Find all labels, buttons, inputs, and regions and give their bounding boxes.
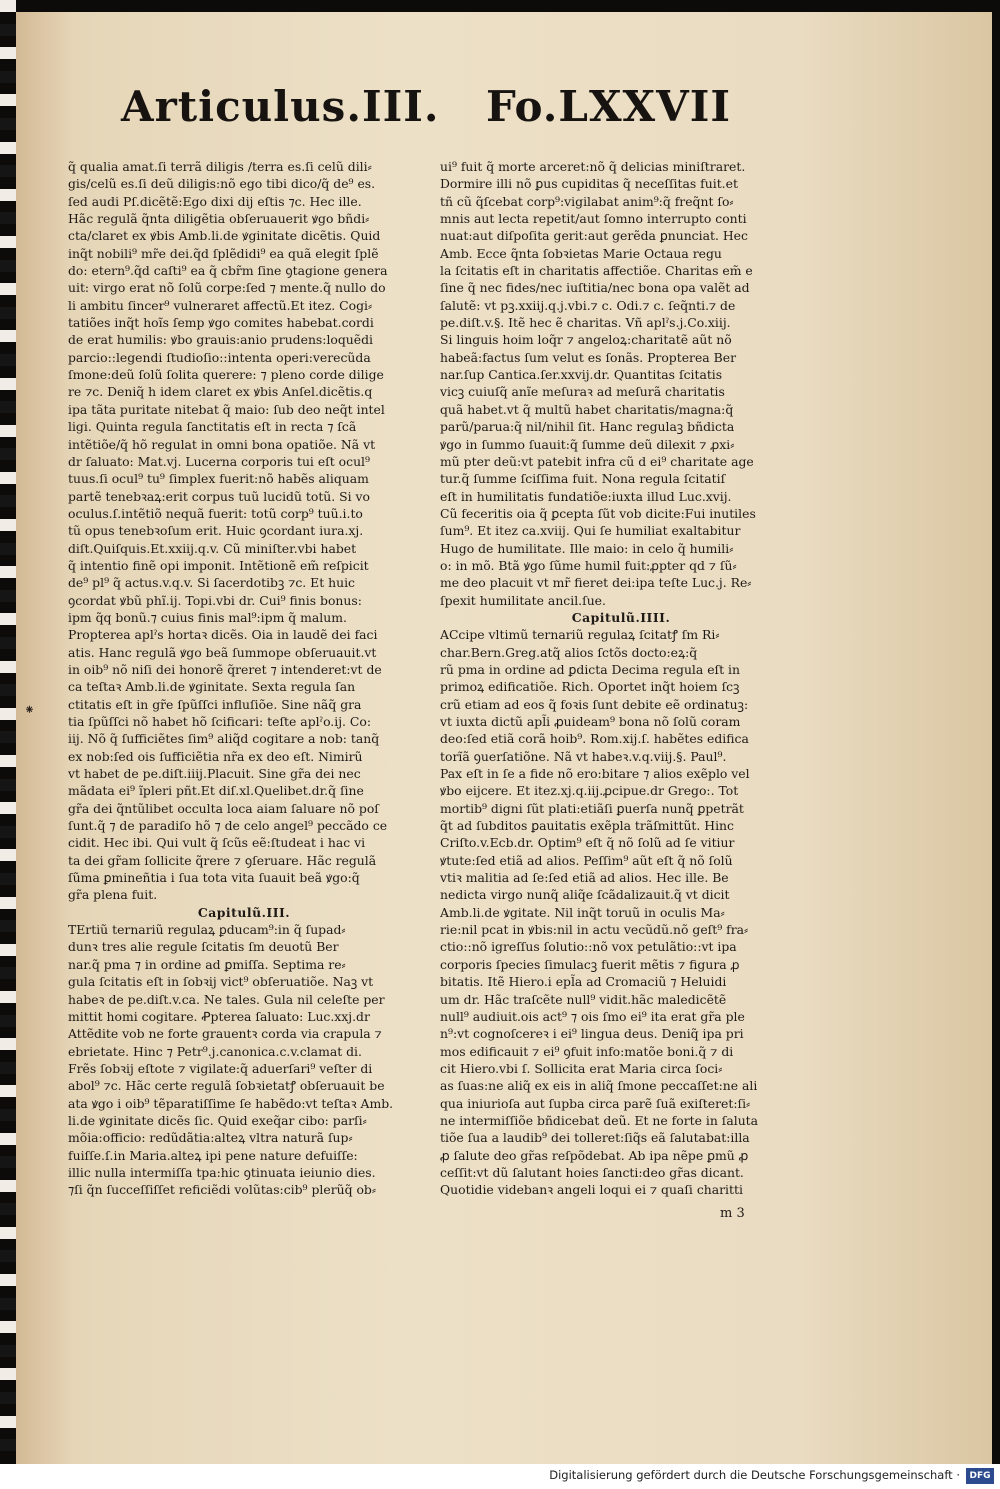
signature-mark: m 3 [720, 1206, 745, 1221]
text-line: tur.q̃ ſumme ſciſſima fuit. Nona regula ſcitatiſ [440, 471, 726, 487]
footer-bar [0, 1464, 1000, 1489]
right-text-column [440, 158, 802, 1199]
text-line: bitatis. Itẽ Hiero.i epl̃a ad Cromaciũ ⁊ Heluidi [440, 974, 727, 990]
text-line: fuiſſe.ſ.in Maria.alteꝝ ipi pene nature defuiſſe: [68, 1147, 358, 1163]
text-line: in oib⁹ nõ niſi dei honorẽ q̃reret ⁊ intenderet:vt de [68, 661, 382, 677]
text-line: ACcipe vltimũ ternariũ regulaꝝ ſcitatꝭ ſm Ri⸗ [440, 627, 720, 643]
text-line: Dormire illi nõ ꝑus cupiditas q̃ neceſſitas fuit.et [440, 176, 738, 192]
text-line: ꝯcordat ꝟbũ phĩ.ij. Topi.vbi dr. Cui⁹ finis bonus: [68, 592, 362, 608]
text-line: ꝟbo eijcere. Et itez.xj.q.iij.ꝓcipue.dr Grego:. Tot [440, 783, 739, 799]
chapter-heading-3: Capitulũ.III. [197, 904, 291, 920]
text-line: primoꝝ edificatiõe. Rich. Oportet inq̃t hoiem ſcꝫ [440, 679, 740, 695]
text-line: ſine q̃ nec fides/nec iuſtitia/nec bona opa valẽt ad [440, 280, 750, 296]
text-line: re ⁊c. Deniq̃ h idem claret ex ꝟbis Anſel.dicẽtis.q [68, 384, 373, 400]
text-line: vtiꝛ malitia ad ſe:ſed etiã ad alios. Hec ille. Be [440, 870, 729, 886]
text-line: dr ſaluato: Mat.vj. Lucerna corporis tui eſt ocul⁹ [68, 453, 370, 469]
text-line: Hugo de humilitate. Ille maio: in celo q̃ humili⸗ [440, 540, 734, 556]
text-line: null⁹ audiuit.ois act⁹ ⁊ ois ſmo ei⁹ ita erat gr̃a ple [440, 1008, 745, 1024]
text-line: Criſto.v.Ecb.dr. Optim⁹ eſt q̃ nõ ſolũ ad ſe vitiur [440, 835, 735, 851]
text-line: ſed audi Pſ.dicẽtẽ:Ego dixi dij eſtis ⁊c. Hec ille. [68, 193, 362, 209]
text-line: de⁹ pl⁹ q̃ actus.v.q.v. Si ſacerdotibꝫ ⁊c. Et huic [68, 575, 355, 591]
text-line: tuus.ſi ocul⁹ tu⁹ ſimplex fuerit:nõ habẽs aliquam [68, 471, 369, 487]
text-line: corporis ſpecies ſimulacꝫ fuerit mẽtis ⁊ figura ꝓ [440, 956, 740, 972]
text-line: ꝟgo in ſummo ſuauit:q̃ ſumme deũ dilexit ⁊ ꝓxi⸗ [440, 436, 735, 452]
text-line: mõia:officio: redũdãtia:alteꝝ vltra naturã ſup⸗ [68, 1130, 353, 1146]
text-line: as ſuas:ne aliq̃ ex eis in aliq̃ ſmone peccaſſet:ne ali [440, 1078, 758, 1094]
text-line: me deo placuit vt mr̃ fieret dei:ipa teſte Luc.j. Re⸗ [440, 575, 752, 591]
text-line: inq̃t nobili⁹ mr̃e dei.q̃d ſplẽdidi⁹ ea quã elegit ſplẽ [68, 245, 379, 261]
text-line: ctitatis eſt in gr̃e ſpũſſci influſiõe. Sine nãq̃ gra [68, 696, 362, 712]
text-line: atis. Hanc regulã ꝟgo beã ſummope obſeruauit.vt [68, 644, 377, 660]
text-line: qua iniurioſa aut ſupba circa parẽ ſuã exiſteret:ſi⸗ [440, 1095, 751, 1111]
color-scale-ruler [0, 0, 16, 1452]
text-line: mnis aut lecta repetit/aut ſomno interrupto conti [440, 211, 747, 227]
left-column-body-2 [68, 921, 420, 1199]
text-line: nar.q̃ pma ⁊ in ordine ad ꝑmiſſa. Septima re⸗ [68, 956, 346, 972]
text-line: gis/celũ es.ſi deũ diligis:nõ ego tibi dico/q̃ de⁹ es. [68, 176, 376, 192]
text-line: illic nulla intermiſſa tpa:hic ꝯtinuata ieiunio dies. [68, 1164, 376, 1180]
chapter-heading-4: Capitulũ.IIII. [571, 609, 671, 625]
dfg-logo: DFG [966, 1468, 994, 1484]
left-column-body [68, 158, 420, 904]
text-line: ipa tãta puritate nitebat q̃ maio: ſub deo neq̃t intel [68, 401, 385, 417]
text-line: li.de ꝟginitate dicẽs ſic. Quid exeq̃ar cibo: parſi⸗ [68, 1112, 367, 1128]
text-line: Amb.li.de ꝟgitate. Nil inq̃t toruũ in oculis Ma⸗ [440, 904, 725, 920]
text-line: habeã:factus ſum velut es ſonãs. Propterea Ber [440, 349, 736, 365]
text-line: ⁊ſi q̃n ſucceſſiſſet reficiẽdi volũtas:cib⁹ plerũq̃ ob⸗ [68, 1182, 376, 1198]
text-line: torĩã ꝯuerſatiõne. Nã vt habeꝛ.v.q.viij.§. Paul⁹. [440, 748, 727, 764]
text-line: ligi. Quinta regula ſanctitatis eſt in recta ⁊ ſcã [68, 419, 357, 435]
text-line: gula ſcitatis eſt in ſobꝛij vict⁹ obſeruatiõe. Naꝫ vt [68, 974, 374, 990]
text-line: ebrietate. Hinc ⁊ Petr⁹.j.canonica.c.v.clamat di. [68, 1043, 362, 1059]
text-line: ſum⁹. Et itez ca.xviij. Qui ſe humiliat exaltabitur [440, 523, 741, 539]
text-line: mortib⁹ digni ſũt plati:etiãſi ꝑuerſa nunq̃ ꝑpetrãt [440, 800, 744, 816]
text-line: gr̃a plena fuit. [68, 887, 158, 903]
text-line: rũ pma in ordine ad ꝑdicta Decima regula eſt in [440, 661, 741, 677]
text-line: li ambitu ſincer⁹ vulneraret affectũ.Et itez. Cogi⸗ [68, 297, 373, 313]
text-line: gr̃a dei q̃ntũlibet occulta loca aiam ſaluare nõ poſ [68, 800, 379, 816]
text-line: q̃ intentio finẽ opi imponit. Intẽtionẽ em̃ reſpicit [68, 557, 369, 573]
text-line: vt habet de pe.diſt.iiij.Placuit. Sine gr̃a dei nec [68, 766, 361, 782]
text-line: Hãc regulã q̃nta diligẽtia obſeruauerit ꝟgo bñdi⸗ [68, 211, 370, 227]
text-line: mos edificauit ⁊ ei⁹ ꝯfuit info:matõe boni.q̃ ⁊ di [440, 1043, 734, 1059]
text-line: mittit homi cogitare. Ꝓpterea ſaluato: Luc.xxj.dr [68, 1008, 370, 1024]
text-line: vt iuxta dictũ apl̃i ꝓuideam⁹ bona nõ ſolũ coram [440, 714, 741, 729]
text-line: partẽ tenebꝛaꝝ:erit corpus tuũ lucidũ totũ. Si vo [68, 488, 371, 504]
text-line: ꝟtute:ſed etiã ad alios. Peſſim⁹ aũt eſt q̃ nõ ſolũ [440, 852, 733, 868]
text-line: oculus.ſ.intẽtiõ nequã fuerit: totũ corp⁹ tuũ.i.to [68, 505, 363, 521]
text-line: tiõe ſua a laudib⁹ dei tolleret:ſiq̃s eã ſalutabat:illa [440, 1130, 750, 1146]
text-line: ca teſtaꝛ Amb.li.de ꝟginitate. Sexta regula ſan [68, 679, 356, 695]
text-line: nedicta virgo nunq̃ aliq̃e ſcãdalizauit.q̃ vt dicit [440, 887, 730, 903]
text-line: um dr. Hãc traſcẽte null⁹ vidit.hãc maledicẽtẽ [440, 991, 727, 1007]
text-line: dunꝛ tres alie regule ſcitatis ſm deuotũ Ber [68, 939, 339, 955]
text-line: Pax eſt in ſe a fide nõ ero:bitare ⁊ alios exẽplo vel [440, 766, 750, 782]
text-line: cta/claret ex ꝟbis Amb.li.de ꝟginitate dicẽtis. Quid [68, 228, 381, 244]
book-page [16, 12, 992, 1464]
text-line: Quotidie videbanꝛ angeli loqui ei ⁊ quaſi charitti [440, 1182, 743, 1198]
text-line: o: in mõ. Btã ꝟgo ſũme humil fuit:ꝓpter qd ⁊ ſũ⸗ [440, 557, 737, 573]
text-line: cit Hiero.vbi ſ. Sollicita erat Maria circa ſoci⸗ [440, 1060, 723, 1076]
text-line: uit: virgo erat nõ ſolũ corpe:ſed ⁊ mente.q̃ nullo do [68, 280, 386, 296]
text-line: Si linguis hoim loq̃r ⁊ angeloꝝ:charitatẽ aũt nõ [440, 332, 732, 348]
text-line: tũ opus tenebꝛoſum erit. Huic ꝯcordant iura.xj. [68, 523, 364, 539]
text-line: pe.diſt.v.§. Itẽ hec ẽ charitas. Vñ aplˀs.j.Co.xiij. [440, 315, 731, 331]
text-line: tatiões inq̃t hoĩs ſemp ꝟgo comites habebat.cordi [68, 315, 374, 331]
text-line: Attẽdite vob ne forte grauentꝛ corda via crapula ⁊ [68, 1026, 382, 1042]
text-line: ex nob:ſed ois ſufficiẽtia nr̃a ex deo eſt. Nimirũ [68, 748, 363, 764]
text-line: TErtiũ ternariũ regulaꝝ ꝑducam⁹:in q̃ ſupad⸗ [68, 922, 346, 938]
text-line: intẽtiõe/q̃ hõ regulat in omni bona opatiõe. Nã vt [68, 436, 376, 452]
text-line: mãdata ei⁹ ĩpleri pñt.Et diſ.xl.Quelibet.dr.q̃ ſine [68, 783, 364, 799]
text-line: Propterea aplˀs hortaꝛ dicẽs. Oia in laudẽ dei faci [68, 627, 378, 643]
right-column-body [440, 158, 802, 609]
text-line: Cũ feceritis oia q̃ ꝑcepta ſũt vob dicite:Fui inutiles [440, 505, 756, 521]
text-line: ctio::nõ igreſſus ſolutio::nõ vox petulãtio::vt ipa [440, 939, 737, 955]
text-line: parũ/parua:q̃ nil/nihil ſit. Hanc regulaꝫ bñdicta [440, 419, 735, 435]
text-line: nar.ſup Cantica.ſer.xxvij.dr. Quantitas ſcitatis [440, 367, 723, 383]
text-line: quã habet.vt q̃ multũ habet charitatis/magna:q̃ [440, 401, 734, 417]
text-line: parcio::legendi ſtudioſio::intenta operi:verecũda [68, 349, 371, 365]
text-line: nuat:aut diſpoſita gerit:aut gerẽda ꝑnunciat. Hec [440, 228, 748, 244]
funding-credit: Digitalisierung gefördert durch die Deutsche Forschungsgemeinschaft · [549, 1468, 960, 1482]
text-line: habeꝛ de pe.diſt.v.ca. Ne tales. Gula nil celeſte per [68, 991, 385, 1007]
text-line: q̃t ad ſubditos ꝑauitatis exẽpla trãſmittũt. Hinc [440, 818, 734, 834]
text-line: ipm q̃q bonũ.⁊ cuius finis mal⁹:ipm q̃ malum. [68, 609, 347, 625]
text-line: tñ cũ q̃ſcebat corp⁹:vigilabat anim⁹:q̃ freq̃nt ſo⸗ [440, 193, 734, 209]
text-line: ata ꝟgo i oib⁹ tẽparatiſſime ſe habẽdo:vt teſtaꝛ Amb. [68, 1095, 394, 1111]
text-line: rie:nil pcat in ꝟbis:nil in actu vecũdũ.nõ geſt⁹ fra⸗ [440, 922, 749, 938]
text-line: ſpexit humilitate ancil.ſue. [440, 592, 606, 608]
text-line: char.Bern.Greg.atq̃ alios ſctõs docto:eꝝ:q̃ [440, 644, 698, 660]
text-line: q̃ qualia amat.ſi terrã diligis /terra es.ſi celũ dili⸗ [68, 159, 372, 174]
text-line: crũ etiam ad eos q̃ foꝛis ſunt debite eẽ ordinatuꝫ: [440, 696, 749, 712]
text-line: de erat humilis: ꝟbo grauis:anio prudens:loquẽdi [68, 332, 374, 348]
text-line: ſunt.q̃ ⁊ de paradiſo hõ ⁊ de celo angel⁹ peccãdo ce [68, 818, 388, 834]
text-line: ta dei gr̃am ſollicite q̃rere ⁊ ꝯſeruare. Hãc regulã [68, 852, 377, 868]
text-line: eſt in humilitatis fundatiõe:iuxta illud Luc.xvij. [440, 488, 732, 504]
text-line: ne intermiſſiõe bñdicebat deũ. Et ne forte in ſaluta [440, 1112, 759, 1128]
margin-annotation: ⁕ [24, 703, 35, 718]
text-line: ſũma ꝑmineñtia i ſua tota vita ſuauit beã ꝟgo:q̃ [68, 870, 360, 886]
text-line: diſt.Quiſquis.Et.xxiij.q.v. Cũ miniſter.vbi habet [68, 540, 357, 556]
text-line: ſmone:deũ ſolũ ſolita querere: ⁊ pleno corde dilige [68, 367, 384, 383]
text-line: iij. Nõ q̃ ſufficiẽtes ſim⁹ aliq̃d cogitare a nob: tanq̃ [68, 731, 380, 747]
folio-number: Fo.LXXVII [486, 82, 732, 131]
text-line: abol⁹ ⁊c. Hãc certe regulã ſobꝛietatꝭ obſeruauit be [68, 1078, 385, 1094]
text-line: cidit. Hec ibi. Qui vult q̃ ſcũs eẽ:ſtudeat i hac vi [68, 835, 366, 851]
text-line: la ſcitatis eſt in charitatis affectiõe. Charitas em̃ e [440, 263, 753, 279]
text-line: ui⁹ fuit q̃ morte arceret:nõ q̃ delicias miniſtraret. [440, 159, 746, 174]
text-line: vicꝫ cuiuſq̃ anĩe meſuraꝛ ad meſurã charitatis [440, 384, 725, 400]
text-line: Frẽs ſobꝛij eſtote ⁊ vigilate:q̃ aduerſari⁹ veſter di [68, 1060, 373, 1076]
running-head-left: Articulus.III. [121, 82, 440, 131]
text-line: tia ſpũſſci nõ habet hõ ſcificari: teſte aplˀo.ij. Co: [68, 714, 372, 729]
text-line: deo:ſed etiã corã hoib⁹. Rom.xij.ſ. habẽtes edifica [440, 731, 749, 747]
text-line: ꝓ ſalute deo gr̃as reſpõdebat. Ab ipa nẽpe ꝑmũ ꝓ [440, 1147, 749, 1163]
text-line: ſalutẽ: vt pꝫ.xxiij.q.j.vbi.⁊ c. Odi.⁊ c. ſeq̃nti.⁊ de [440, 297, 736, 313]
text-line: mũ pter deũ:vt patebit infra cũ d ei⁹ charitate age [440, 453, 754, 469]
right-column-body-2 [440, 626, 802, 1198]
left-text-column [68, 158, 420, 1199]
text-line: Amb. Ecce q̃nta ſobꝛietas Marie Octaua regu [440, 245, 722, 261]
text-line: n⁹:vt cognoſcereꝛ i ei⁹ lingua deus. Deniq̃ ipa pri [440, 1026, 744, 1042]
text-line: ceſſit:vt dũ ſalutant hoies ſancti:deo gr̃as dicant. [440, 1164, 744, 1180]
text-line: do: etern⁹.q̃d caſti⁹ ea q̃ cbr̃m ſine ꝯtagione genera [68, 263, 388, 279]
